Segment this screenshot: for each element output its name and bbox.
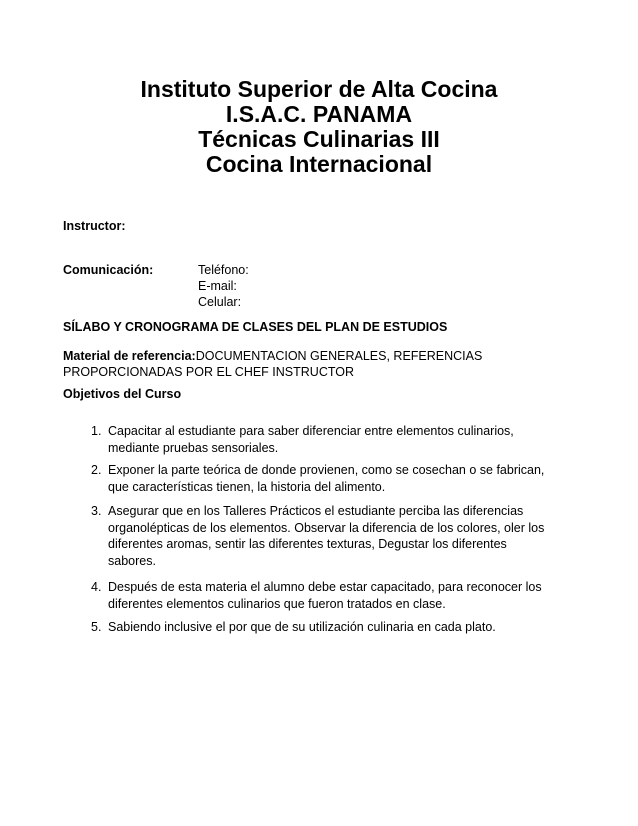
instructor-label: Instructor: [63, 219, 126, 233]
comunicacion-label: Comunicación: [63, 263, 154, 277]
list-item-text: Capacitar al estudiante para saber diferenciar entre elementos culinarios, mediante pruebas sensoriales. [108, 424, 514, 455]
list-item [91, 619, 548, 636]
objetivos-heading: Objetivos del Curso [63, 387, 182, 401]
title-institution: Instituto Superior de Alta Cocina [140, 76, 498, 102]
list-item-number: 2. [91, 463, 102, 477]
list-item-number: 3. [91, 504, 102, 518]
telefono-label: Teléfono: [198, 263, 249, 277]
title-acronym: I.S.A.C. PANAMA [225, 101, 413, 127]
silabo-heading: SÍLABO Y CRONOGRAMA DE CLASES DEL PLAN DE ESTUDIOS [63, 320, 448, 334]
list-item-text: Exponer la parte teórica de donde provienen, como se cosechan o se fabrican, que características tienen, la historia del alimento. [108, 463, 545, 494]
material-label: Material de referencia: [63, 349, 196, 363]
list-item [91, 462, 548, 495]
list-item-text: Asegurar que en los Talleres Prácticos el estudiante perciba las diferencias organolépticas de los elementos. Observar la diferencia de los colores, oler los diferentes aromas, sentir las diferentes texturas, Degustar los diferentes sabores. [108, 504, 545, 568]
list-item [91, 423, 548, 456]
list-item [91, 503, 548, 569]
title-course: Técnicas Culinarias III [198, 126, 440, 152]
list-item-number: 4. [91, 580, 102, 594]
list-item-number: 1. [91, 424, 102, 438]
list-item-text: Sabiendo inclusive el por que de su utilización culinaria en cada plato. [108, 620, 496, 634]
list-item-text: Después de esta materia el alumno debe estar capacitado, para reconocer los diferentes elementos culinarios que fueron tratados en clase. [108, 580, 542, 611]
title-subject: Cocina Internacional [205, 151, 433, 177]
list-item-number: 5. [91, 620, 102, 634]
email-label: E-mail: [198, 279, 237, 293]
celular-label: Celular: [198, 295, 242, 309]
material-text: DOCUMENTACION GENERALES, REFERENCIAS PROPORCIONADAS POR EL CHEF INSTRUCTOR [63, 349, 483, 379]
list-item [91, 579, 548, 612]
